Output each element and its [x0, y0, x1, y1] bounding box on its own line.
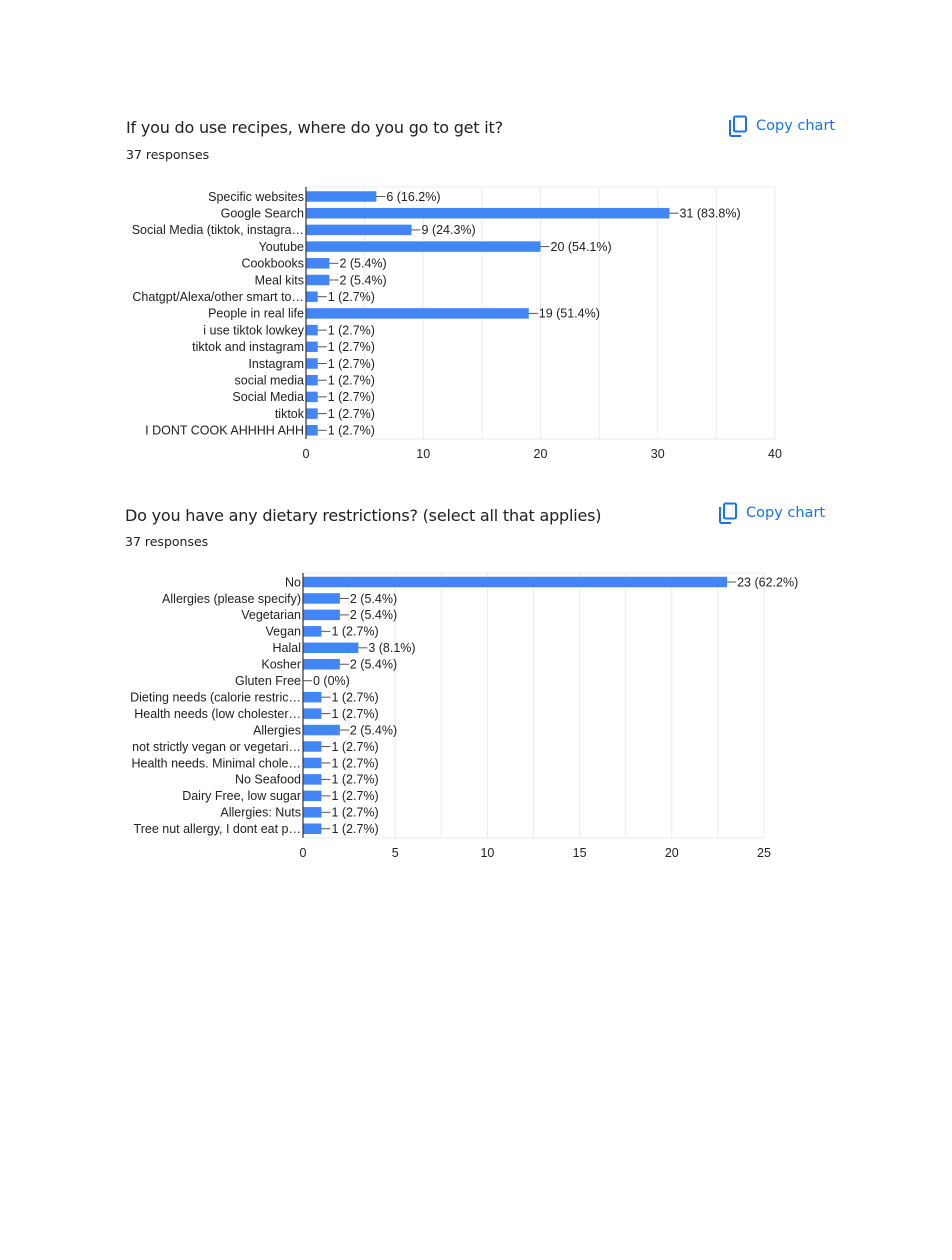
- bar: [303, 741, 321, 752]
- category-label: tiktok: [274, 406, 304, 421]
- category-label: Allergies: [253, 723, 301, 738]
- bar: [303, 577, 727, 588]
- data-label: 1 (2.7%): [331, 624, 379, 639]
- x-tick-label: 10: [480, 846, 495, 860]
- x-tick-label: 40: [768, 447, 782, 461]
- bar: [303, 774, 321, 785]
- data-label: 19 (51.4%): [538, 306, 600, 321]
- data-label: 1 (2.7%): [327, 390, 375, 405]
- bar: [303, 807, 321, 818]
- category-label: Dieting needs (calorie restric…: [130, 690, 301, 705]
- category-label: Social Media (tiktok, instagra…: [131, 223, 304, 238]
- category-label: Vegetarian: [241, 608, 301, 623]
- category-label: Allergies (please specify): [162, 591, 301, 606]
- category-label: Halal: [272, 641, 301, 656]
- data-label: 1 (2.7%): [327, 356, 375, 371]
- category-label: Dairy Free, low sugar: [182, 789, 301, 804]
- data-label: 1 (2.7%): [331, 690, 379, 705]
- category-label: No: [285, 575, 301, 590]
- data-label: 6 (16.2%): [386, 189, 441, 204]
- x-tick-label: 20: [664, 846, 679, 860]
- x-tick-label: 0: [302, 447, 310, 461]
- data-label: 1 (2.7%): [327, 340, 375, 355]
- category-label: Youtube: [258, 239, 304, 254]
- x-tick-label: 30: [650, 447, 665, 461]
- response-count: 37 responses: [125, 534, 209, 549]
- data-label: 2 (5.4%): [349, 657, 398, 672]
- category-label: Health needs. Minimal chole…: [131, 756, 301, 771]
- data-label: 0 (0%): [313, 674, 350, 688]
- data-label: 1 (2.7%): [327, 323, 375, 338]
- data-label: 23 (62.2%): [737, 575, 799, 590]
- data-label: 1 (2.7%): [327, 290, 375, 304]
- bar: [303, 610, 340, 621]
- data-label: 1 (2.7%): [331, 739, 379, 754]
- category-label: Social Media: [232, 390, 304, 405]
- x-tick-label: 25: [757, 846, 771, 860]
- category-label: social media: [234, 373, 304, 388]
- bar: [303, 593, 340, 604]
- x-tick-label: 0: [299, 846, 307, 860]
- bar: [303, 626, 321, 637]
- category-label: Kosher: [261, 657, 301, 672]
- category-label: tiktok and instagram: [192, 340, 304, 355]
- data-label: 1 (2.7%): [331, 805, 379, 820]
- category-label: Cookbooks: [241, 256, 304, 271]
- category-label: i use tiktok lowkey: [203, 323, 304, 338]
- copy-chart-label: Copy chart: [756, 118, 836, 134]
- response-count: 37 responses: [126, 147, 210, 162]
- x-tick-label: 20: [533, 447, 548, 461]
- data-label: 2 (5.4%): [349, 723, 398, 738]
- data-label: 1 (2.7%): [331, 706, 379, 721]
- category-label: Allergies: Nuts: [220, 805, 301, 820]
- category-label: Meal kits: [254, 273, 304, 288]
- category-label: Google Search: [220, 206, 304, 221]
- data-label: 2 (5.4%): [349, 591, 398, 606]
- data-label: 2 (5.4%): [339, 256, 387, 271]
- data-label: 2 (5.4%): [349, 608, 398, 623]
- copy-chart-label: Copy chart: [746, 505, 826, 521]
- category-label: Health needs (low cholester…: [134, 706, 301, 721]
- category-label: Chatgpt/Alexa/other smart to…: [132, 290, 304, 304]
- data-label: 1 (2.7%): [331, 772, 379, 787]
- category-label: People in real life: [208, 306, 304, 321]
- category-label: No Seafood: [234, 772, 301, 787]
- x-tick-label: 5: [391, 846, 399, 860]
- data-label: 20 (54.1%): [550, 239, 612, 254]
- category-label: Instagram: [248, 356, 304, 371]
- data-label: 1 (2.7%): [327, 423, 375, 438]
- category-label: I DONT COOK AHHHH AHH: [145, 423, 304, 438]
- question-title: If you do use recipes, where do you go to get it?: [126, 118, 503, 137]
- question-title: Do you have any dietary restrictions? (select all that applies): [125, 506, 602, 525]
- data-label: 31 (83.8%): [679, 206, 741, 221]
- bar: [303, 791, 321, 802]
- data-label: 2 (5.4%): [339, 273, 387, 288]
- x-tick-label: 10: [416, 447, 431, 461]
- data-label: 1 (2.7%): [327, 406, 375, 421]
- data-label: 1 (2.7%): [331, 756, 379, 771]
- category-label: Tree nut allergy, I dont eat p…: [133, 822, 301, 837]
- data-label: 1 (2.7%): [331, 789, 379, 804]
- bar: [303, 692, 321, 703]
- bar: [303, 708, 321, 719]
- category-label: Specific websites: [208, 189, 304, 204]
- data-label: 1 (2.7%): [331, 822, 379, 837]
- data-label: 3 (8.1%): [368, 641, 416, 656]
- data-label: 1 (2.7%): [327, 373, 375, 388]
- bar: [303, 643, 358, 654]
- bar: [303, 824, 321, 835]
- bar: [303, 758, 321, 769]
- category-label: Gluten Free: [234, 674, 301, 688]
- category-label: Vegan: [265, 624, 301, 639]
- x-tick-label: 15: [572, 846, 587, 860]
- bar: [303, 725, 340, 736]
- bar: [303, 659, 340, 670]
- data-label: 9 (24.3%): [421, 223, 476, 238]
- category-label: not strictly vegan or vegetari…: [132, 739, 301, 754]
